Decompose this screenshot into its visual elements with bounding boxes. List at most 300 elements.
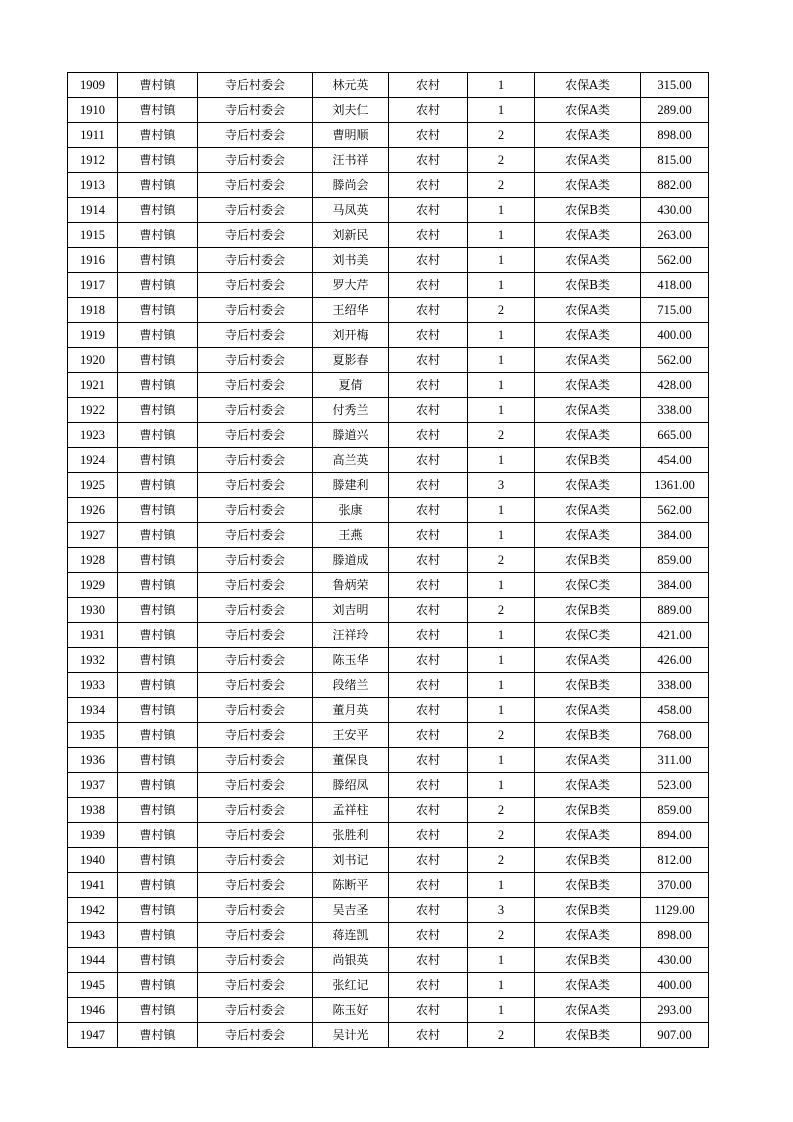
table-row — [68, 798, 709, 823]
person-name-cell: 夏倩 — [313, 373, 389, 398]
table-row — [68, 773, 709, 798]
amount-cell: 562.00 — [641, 498, 709, 523]
area-type-cell: 农村 — [389, 873, 468, 898]
insurance-category-cell: 农保C类 — [535, 573, 641, 598]
area-type-cell: 农村 — [389, 523, 468, 548]
table-row — [68, 348, 709, 373]
person-name-cell: 陈玉好 — [313, 998, 389, 1023]
insurance-category-cell: 农保A类 — [535, 423, 641, 448]
person-name-cell: 张红记 — [313, 973, 389, 998]
insurance-category-cell: 农保A类 — [535, 498, 641, 523]
household-count-cell: 1 — [468, 673, 535, 698]
area-type-cell: 农村 — [389, 423, 468, 448]
person-name-cell: 汪书祥 — [313, 148, 389, 173]
village-committee-cell: 寺后村委会 — [198, 548, 313, 573]
area-type-cell: 农村 — [389, 148, 468, 173]
amount-cell: 889.00 — [641, 598, 709, 623]
insurance-category-cell: 农保B类 — [535, 598, 641, 623]
amount-cell: 454.00 — [641, 448, 709, 473]
person-name-cell: 汪祥玲 — [313, 623, 389, 648]
amount-cell: 421.00 — [641, 623, 709, 648]
person-name-cell: 鲁炳荣 — [313, 573, 389, 598]
table-row — [68, 573, 709, 598]
area-type-cell: 农村 — [389, 798, 468, 823]
town-cell: 曹村镇 — [118, 648, 198, 673]
town-cell: 曹村镇 — [118, 598, 198, 623]
table-row — [68, 923, 709, 948]
village-committee-cell: 寺后村委会 — [198, 473, 313, 498]
serial-number-cell: 1914 — [68, 198, 118, 223]
household-count-cell: 1 — [468, 998, 535, 1023]
area-type-cell: 农村 — [389, 273, 468, 298]
household-count-cell: 2 — [468, 123, 535, 148]
table-row — [68, 623, 709, 648]
area-type-cell: 农村 — [389, 673, 468, 698]
insurance-category-cell: 农保B类 — [535, 798, 641, 823]
serial-number-cell: 1946 — [68, 998, 118, 1023]
table-row — [68, 448, 709, 473]
town-cell: 曹村镇 — [118, 248, 198, 273]
village-committee-cell: 寺后村委会 — [198, 273, 313, 298]
household-count-cell: 1 — [468, 873, 535, 898]
village-committee-cell: 寺后村委会 — [198, 348, 313, 373]
table-row — [68, 673, 709, 698]
table-row — [68, 148, 709, 173]
insurance-category-cell: 农保A类 — [535, 973, 641, 998]
insurance-category-cell: 农保B类 — [535, 673, 641, 698]
insurance-category-cell: 农保A类 — [535, 223, 641, 248]
table-row — [68, 973, 709, 998]
amount-cell: 338.00 — [641, 398, 709, 423]
serial-number-cell: 1927 — [68, 523, 118, 548]
household-count-cell: 3 — [468, 898, 535, 923]
serial-number-cell: 1928 — [68, 548, 118, 573]
household-count-cell: 2 — [468, 423, 535, 448]
insurance-category-cell: 农保A类 — [535, 998, 641, 1023]
serial-number-cell: 1943 — [68, 923, 118, 948]
insurance-category-cell: 农保B类 — [535, 1023, 641, 1048]
person-name-cell: 陈断平 — [313, 873, 389, 898]
village-committee-cell: 寺后村委会 — [198, 798, 313, 823]
area-type-cell: 农村 — [389, 598, 468, 623]
village-committee-cell: 寺后村委会 — [198, 873, 313, 898]
person-name-cell: 罗大芹 — [313, 273, 389, 298]
amount-cell: 815.00 — [641, 148, 709, 173]
town-cell: 曹村镇 — [118, 473, 198, 498]
serial-number-cell: 1916 — [68, 248, 118, 273]
serial-number-cell: 1920 — [68, 348, 118, 373]
household-count-cell: 1 — [468, 98, 535, 123]
serial-number-cell: 1935 — [68, 723, 118, 748]
town-cell: 曹村镇 — [118, 798, 198, 823]
town-cell: 曹村镇 — [118, 173, 198, 198]
household-count-cell: 1 — [468, 223, 535, 248]
insurance-category-cell: 农保C类 — [535, 623, 641, 648]
table-row — [68, 423, 709, 448]
table-row — [68, 998, 709, 1023]
amount-cell: 1361.00 — [641, 473, 709, 498]
village-committee-cell: 寺后村委会 — [198, 898, 313, 923]
serial-number-cell: 1923 — [68, 423, 118, 448]
person-name-cell: 刘夫仁 — [313, 98, 389, 123]
town-cell: 曹村镇 — [118, 723, 198, 748]
village-committee-cell: 寺后村委会 — [198, 223, 313, 248]
amount-cell: 428.00 — [641, 373, 709, 398]
person-name-cell: 吴计光 — [313, 1023, 389, 1048]
amount-cell: 400.00 — [641, 323, 709, 348]
household-count-cell: 1 — [468, 348, 535, 373]
village-committee-cell: 寺后村委会 — [198, 973, 313, 998]
town-cell: 曹村镇 — [118, 273, 198, 298]
town-cell: 曹村镇 — [118, 523, 198, 548]
amount-cell: 894.00 — [641, 823, 709, 848]
household-count-cell: 2 — [468, 848, 535, 873]
area-type-cell: 农村 — [389, 348, 468, 373]
village-committee-cell: 寺后村委会 — [198, 398, 313, 423]
town-cell: 曹村镇 — [118, 948, 198, 973]
area-type-cell: 农村 — [389, 648, 468, 673]
household-count-cell: 1 — [468, 973, 535, 998]
village-committee-cell: 寺后村委会 — [198, 498, 313, 523]
village-committee-cell: 寺后村委会 — [198, 523, 313, 548]
insurance-category-cell: 农保A类 — [535, 298, 641, 323]
household-count-cell: 1 — [468, 248, 535, 273]
table-row — [68, 373, 709, 398]
serial-number-cell: 1921 — [68, 373, 118, 398]
roster-table — [67, 72, 709, 1048]
household-count-cell: 1 — [468, 748, 535, 773]
household-count-cell: 1 — [468, 73, 535, 98]
person-name-cell: 孟祥柱 — [313, 798, 389, 823]
table-row — [68, 748, 709, 773]
serial-number-cell: 1919 — [68, 323, 118, 348]
household-count-cell: 1 — [468, 573, 535, 598]
town-cell: 曹村镇 — [118, 773, 198, 798]
town-cell: 曹村镇 — [118, 573, 198, 598]
person-name-cell: 刘吉明 — [313, 598, 389, 623]
serial-number-cell: 1936 — [68, 748, 118, 773]
village-committee-cell: 寺后村委会 — [198, 998, 313, 1023]
serial-number-cell: 1913 — [68, 173, 118, 198]
table-row — [68, 898, 709, 923]
town-cell: 曹村镇 — [118, 198, 198, 223]
amount-cell: 898.00 — [641, 923, 709, 948]
insurance-category-cell: 农保A类 — [535, 473, 641, 498]
town-cell: 曹村镇 — [118, 973, 198, 998]
amount-cell: 263.00 — [641, 223, 709, 248]
table-row — [68, 848, 709, 873]
amount-cell: 1129.00 — [641, 898, 709, 923]
amount-cell: 289.00 — [641, 98, 709, 123]
serial-number-cell: 1931 — [68, 623, 118, 648]
person-name-cell: 滕建利 — [313, 473, 389, 498]
amount-cell: 768.00 — [641, 723, 709, 748]
serial-number-cell: 1918 — [68, 298, 118, 323]
village-committee-cell: 寺后村委会 — [198, 948, 313, 973]
person-name-cell: 刘书美 — [313, 248, 389, 273]
household-count-cell: 1 — [468, 523, 535, 548]
village-committee-cell: 寺后村委会 — [198, 323, 313, 348]
village-committee-cell: 寺后村委会 — [198, 423, 313, 448]
serial-number-cell: 1925 — [68, 473, 118, 498]
household-count-cell: 1 — [468, 373, 535, 398]
table-row — [68, 823, 709, 848]
village-committee-cell: 寺后村委会 — [198, 298, 313, 323]
person-name-cell: 尚银英 — [313, 948, 389, 973]
serial-number-cell: 1937 — [68, 773, 118, 798]
town-cell: 曹村镇 — [118, 73, 198, 98]
village-committee-cell: 寺后村委会 — [198, 698, 313, 723]
table-row — [68, 648, 709, 673]
table-row — [68, 248, 709, 273]
person-name-cell: 刘开梅 — [313, 323, 389, 348]
town-cell: 曹村镇 — [118, 323, 198, 348]
person-name-cell: 王燕 — [313, 523, 389, 548]
table-row — [68, 273, 709, 298]
village-committee-cell: 寺后村委会 — [198, 723, 313, 748]
area-type-cell: 农村 — [389, 173, 468, 198]
amount-cell: 293.00 — [641, 998, 709, 1023]
town-cell: 曹村镇 — [118, 698, 198, 723]
person-name-cell: 滕尚会 — [313, 173, 389, 198]
household-count-cell: 3 — [468, 473, 535, 498]
amount-cell: 400.00 — [641, 973, 709, 998]
village-committee-cell: 寺后村委会 — [198, 98, 313, 123]
person-name-cell: 刘书记 — [313, 848, 389, 873]
insurance-category-cell: 农保B类 — [535, 548, 641, 573]
person-name-cell: 段绪兰 — [313, 673, 389, 698]
insurance-category-cell: 农保A类 — [535, 173, 641, 198]
town-cell: 曹村镇 — [118, 498, 198, 523]
amount-cell: 898.00 — [641, 123, 709, 148]
insurance-category-cell: 农保A类 — [535, 398, 641, 423]
amount-cell: 907.00 — [641, 1023, 709, 1048]
table-row — [68, 173, 709, 198]
household-count-cell: 1 — [468, 198, 535, 223]
amount-cell: 665.00 — [641, 423, 709, 448]
insurance-category-cell: 农保B类 — [535, 198, 641, 223]
town-cell: 曹村镇 — [118, 148, 198, 173]
table-row — [68, 123, 709, 148]
area-type-cell: 农村 — [389, 898, 468, 923]
person-name-cell: 吴吉圣 — [313, 898, 389, 923]
insurance-category-cell: 农保B类 — [535, 898, 641, 923]
person-name-cell: 曹明顺 — [313, 123, 389, 148]
town-cell: 曹村镇 — [118, 923, 198, 948]
table-row — [68, 548, 709, 573]
table-row — [68, 873, 709, 898]
town-cell: 曹村镇 — [118, 873, 198, 898]
town-cell: 曹村镇 — [118, 123, 198, 148]
insurance-category-cell: 农保A类 — [535, 148, 641, 173]
household-count-cell: 1 — [468, 948, 535, 973]
table-row — [68, 323, 709, 348]
amount-cell: 859.00 — [641, 798, 709, 823]
area-type-cell: 农村 — [389, 848, 468, 873]
insurance-category-cell: 农保B类 — [535, 448, 641, 473]
village-committee-cell: 寺后村委会 — [198, 773, 313, 798]
area-type-cell: 农村 — [389, 73, 468, 98]
insurance-category-cell: 农保B类 — [535, 273, 641, 298]
table-row — [68, 198, 709, 223]
town-cell: 曹村镇 — [118, 423, 198, 448]
town-cell: 曹村镇 — [118, 673, 198, 698]
person-name-cell: 陈玉华 — [313, 648, 389, 673]
person-name-cell: 董月英 — [313, 698, 389, 723]
amount-cell: 562.00 — [641, 248, 709, 273]
village-committee-cell: 寺后村委会 — [198, 198, 313, 223]
insurance-category-cell: 农保A类 — [535, 648, 641, 673]
area-type-cell: 农村 — [389, 548, 468, 573]
area-type-cell: 农村 — [389, 248, 468, 273]
village-committee-cell: 寺后村委会 — [198, 598, 313, 623]
village-committee-cell: 寺后村委会 — [198, 448, 313, 473]
village-committee-cell: 寺后村委会 — [198, 648, 313, 673]
town-cell: 曹村镇 — [118, 398, 198, 423]
area-type-cell: 农村 — [389, 748, 468, 773]
table-row — [68, 298, 709, 323]
household-count-cell: 2 — [468, 823, 535, 848]
table-row — [68, 223, 709, 248]
town-cell: 曹村镇 — [118, 348, 198, 373]
amount-cell: 430.00 — [641, 198, 709, 223]
area-type-cell: 农村 — [389, 998, 468, 1023]
insurance-category-cell: 农保A类 — [535, 923, 641, 948]
insurance-category-cell: 农保A类 — [535, 323, 641, 348]
person-name-cell: 滕绍凤 — [313, 773, 389, 798]
village-committee-cell: 寺后村委会 — [198, 623, 313, 648]
insurance-category-cell: 农保A类 — [535, 823, 641, 848]
household-count-cell: 2 — [468, 923, 535, 948]
amount-cell: 430.00 — [641, 948, 709, 973]
household-count-cell: 2 — [468, 173, 535, 198]
household-count-cell: 1 — [468, 698, 535, 723]
serial-number-cell: 1941 — [68, 873, 118, 898]
serial-number-cell: 1930 — [68, 598, 118, 623]
area-type-cell: 农村 — [389, 223, 468, 248]
town-cell: 曹村镇 — [118, 223, 198, 248]
table-row — [68, 598, 709, 623]
household-count-cell: 2 — [468, 298, 535, 323]
person-name-cell: 付秀兰 — [313, 398, 389, 423]
town-cell: 曹村镇 — [118, 998, 198, 1023]
table-row — [68, 498, 709, 523]
serial-number-cell: 1942 — [68, 898, 118, 923]
person-name-cell: 董保良 — [313, 748, 389, 773]
serial-number-cell: 1932 — [68, 648, 118, 673]
amount-cell: 562.00 — [641, 348, 709, 373]
person-name-cell: 张康 — [313, 498, 389, 523]
area-type-cell: 农村 — [389, 323, 468, 348]
amount-cell: 715.00 — [641, 298, 709, 323]
insurance-category-cell: 农保A类 — [535, 248, 641, 273]
household-count-cell: 2 — [468, 148, 535, 173]
village-committee-cell: 寺后村委会 — [198, 1023, 313, 1048]
serial-number-cell: 1938 — [68, 798, 118, 823]
person-name-cell: 蒋连凯 — [313, 923, 389, 948]
insurance-category-cell: 农保B类 — [535, 873, 641, 898]
insurance-category-cell: 农保B类 — [535, 848, 641, 873]
village-committee-cell: 寺后村委会 — [198, 173, 313, 198]
table-row — [68, 723, 709, 748]
town-cell: 曹村镇 — [118, 298, 198, 323]
person-name-cell: 王绍华 — [313, 298, 389, 323]
area-type-cell: 农村 — [389, 473, 468, 498]
serial-number-cell: 1940 — [68, 848, 118, 873]
serial-number-cell: 1909 — [68, 73, 118, 98]
household-count-cell: 1 — [468, 323, 535, 348]
serial-number-cell: 1915 — [68, 223, 118, 248]
person-name-cell: 张胜利 — [313, 823, 389, 848]
village-committee-cell: 寺后村委会 — [198, 673, 313, 698]
person-name-cell: 高兰英 — [313, 448, 389, 473]
area-type-cell: 农村 — [389, 198, 468, 223]
table-row — [68, 523, 709, 548]
serial-number-cell: 1939 — [68, 823, 118, 848]
insurance-category-cell: 农保A类 — [535, 348, 641, 373]
area-type-cell: 农村 — [389, 923, 468, 948]
household-count-cell: 2 — [468, 798, 535, 823]
insurance-category-cell: 农保A类 — [535, 773, 641, 798]
table-row — [68, 698, 709, 723]
household-count-cell: 1 — [468, 773, 535, 798]
town-cell: 曹村镇 — [118, 898, 198, 923]
roster-body — [68, 73, 709, 1048]
amount-cell: 458.00 — [641, 698, 709, 723]
town-cell: 曹村镇 — [118, 548, 198, 573]
table-row — [68, 473, 709, 498]
area-type-cell: 农村 — [389, 723, 468, 748]
village-committee-cell: 寺后村委会 — [198, 123, 313, 148]
table-row — [68, 73, 709, 98]
household-count-cell: 1 — [468, 498, 535, 523]
town-cell: 曹村镇 — [118, 848, 198, 873]
amount-cell: 523.00 — [641, 773, 709, 798]
area-type-cell: 农村 — [389, 123, 468, 148]
serial-number-cell: 1924 — [68, 448, 118, 473]
household-count-cell: 1 — [468, 623, 535, 648]
serial-number-cell: 1922 — [68, 398, 118, 423]
serial-number-cell: 1945 — [68, 973, 118, 998]
household-count-cell: 1 — [468, 398, 535, 423]
amount-cell: 370.00 — [641, 873, 709, 898]
insurance-category-cell: 农保A类 — [535, 698, 641, 723]
serial-number-cell: 1944 — [68, 948, 118, 973]
insurance-category-cell: 农保B类 — [535, 948, 641, 973]
household-count-cell: 1 — [468, 648, 535, 673]
table-row — [68, 1023, 709, 1048]
area-type-cell: 农村 — [389, 498, 468, 523]
insurance-category-cell: 农保A类 — [535, 373, 641, 398]
area-type-cell: 农村 — [389, 1023, 468, 1048]
serial-number-cell: 1917 — [68, 273, 118, 298]
village-committee-cell: 寺后村委会 — [198, 573, 313, 598]
village-committee-cell: 寺后村委会 — [198, 148, 313, 173]
amount-cell: 426.00 — [641, 648, 709, 673]
area-type-cell: 农村 — [389, 973, 468, 998]
area-type-cell: 农村 — [389, 398, 468, 423]
insurance-category-cell: 农保A类 — [535, 523, 641, 548]
serial-number-cell: 1911 — [68, 123, 118, 148]
amount-cell: 859.00 — [641, 548, 709, 573]
village-committee-cell: 寺后村委会 — [198, 248, 313, 273]
person-name-cell: 马凤英 — [313, 198, 389, 223]
amount-cell: 315.00 — [641, 73, 709, 98]
town-cell: 曹村镇 — [118, 623, 198, 648]
area-type-cell: 农村 — [389, 698, 468, 723]
area-type-cell: 农村 — [389, 298, 468, 323]
person-name-cell: 夏影春 — [313, 348, 389, 373]
